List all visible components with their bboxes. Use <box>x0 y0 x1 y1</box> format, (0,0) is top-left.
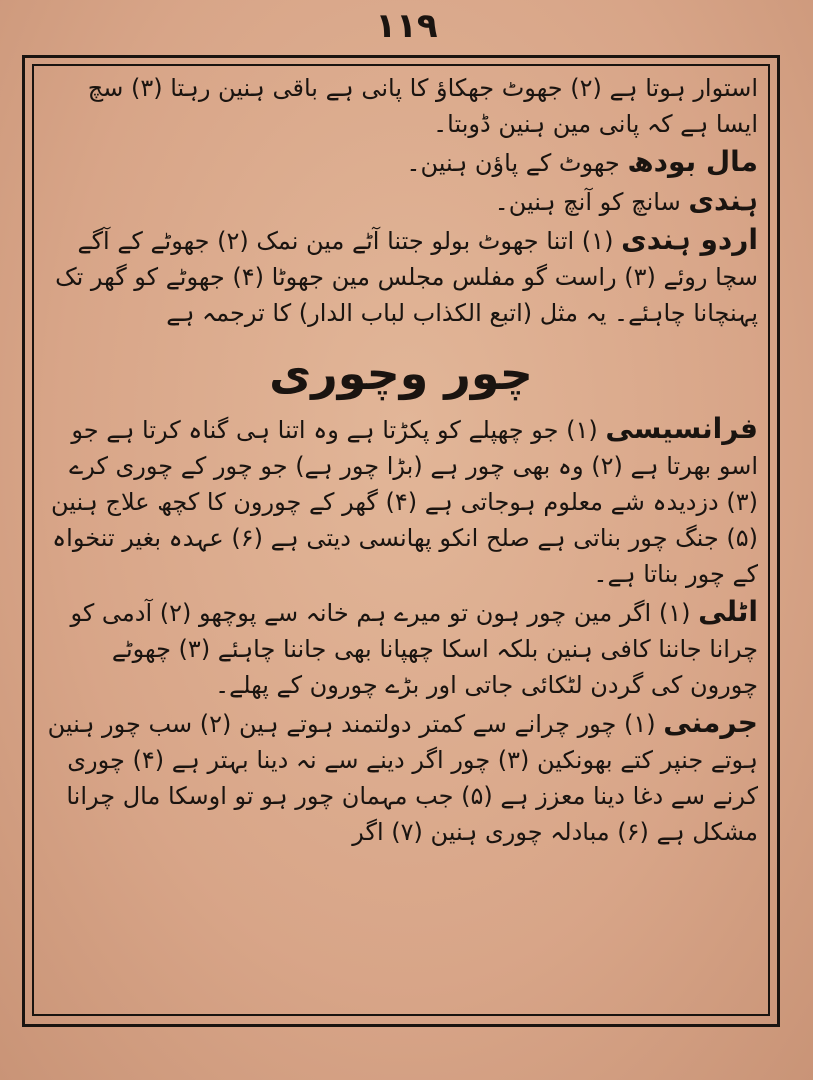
page-content <box>44 70 758 1010</box>
language-label: جرمنی <box>663 706 758 739</box>
paragraph-french <box>44 411 758 592</box>
paragraph-mal-bodh <box>44 144 758 181</box>
paragraph-italy <box>44 594 758 703</box>
paragraph-text: (۱) جو چھپلے کو پکڑتا ہے وہ اتنا ہی گناہ کرتا ہے جو اسو بھرتا ہے (۲) وہ بھی چور ہے (بڑا چور ہے) جو چور کے چوری کرے (۳) دزدیدہ شے معلوم ہوجاتی ہے (۴) گھر کے چورون کا کچھ علاج ہنین (۵) جنگ چور بناتی ہے صلح انکو پھانسی دیتی ہے (۶) عہدہ بغیر تنخواہ کے چور بناتا ہے۔ <box>51 416 758 588</box>
language-label: ہندی <box>688 184 758 217</box>
paragraph-germany <box>44 705 758 850</box>
language-label: اردو ہندی <box>621 223 758 256</box>
paragraph-text: استوار ہوتا ہے (۲) جھوٹ جھکاؤ کا پانی ہے باقی ہنین رہتا (۳) سچ ایسا ہے کہ پانی مین ہنین ڈوبتا۔ <box>87 74 758 138</box>
paragraph-continuation <box>44 70 758 142</box>
paragraph-text: (۱) اتنا جھوٹ بولو جتنا آٹے مین نمک (۲) جھوٹے کے آگے سچا روئے (۳) راست گو مفلس مجلس مین جھوٹا (۴) جھوٹے کو گھر تک پہنچانا چاہئے۔ یہ مثل (اتبع الکذاب لباب الدار) کا ترجمہ ہے <box>55 227 758 327</box>
paragraph-text: جھوٹ کے پاؤن ہنین۔ <box>406 149 620 177</box>
language-label: مال بودھ <box>627 145 758 178</box>
paragraph-hindi <box>44 183 758 220</box>
paragraph-text: (۱) اگر مین چور ہون تو میرے ہم خانہ سے پوچھو (۲) آدمی کو چرانا جاننا کافی ہنین بلکہ اسکا چھپانا بھی جاننا چاہئے (۳) چھوٹے چورون کی گردن لٹکائی جاتی اور بڑے چورون کے پھلے۔ <box>70 599 758 699</box>
paragraph-urdu-hindi <box>44 222 758 331</box>
section-heading: چور وچوری <box>269 346 533 400</box>
paragraph-text: (۱) چور چرانے سے کمتر دولتمند ہوتے ہین (۲) سب چور ہنین ہوتے جنپر کتے بھونکین (۳) چور اگر دینے سے نہ دینا بہتر ہے (۴) چوری کرنے سے دغا دینا معزز ہے (۵) جب مہمان چور ہو تو اوسکا مال چرانا مشکل ہے (۶) مبادلہ چوری ہنین (۷) اگر <box>47 710 758 846</box>
language-label: فرانسیسی <box>605 412 758 445</box>
paragraph-text: سانچ کو آنچ ہنین۔ <box>494 188 681 216</box>
language-label: اٹلی <box>698 595 758 628</box>
page-number: ۱۱۹ <box>375 6 438 46</box>
